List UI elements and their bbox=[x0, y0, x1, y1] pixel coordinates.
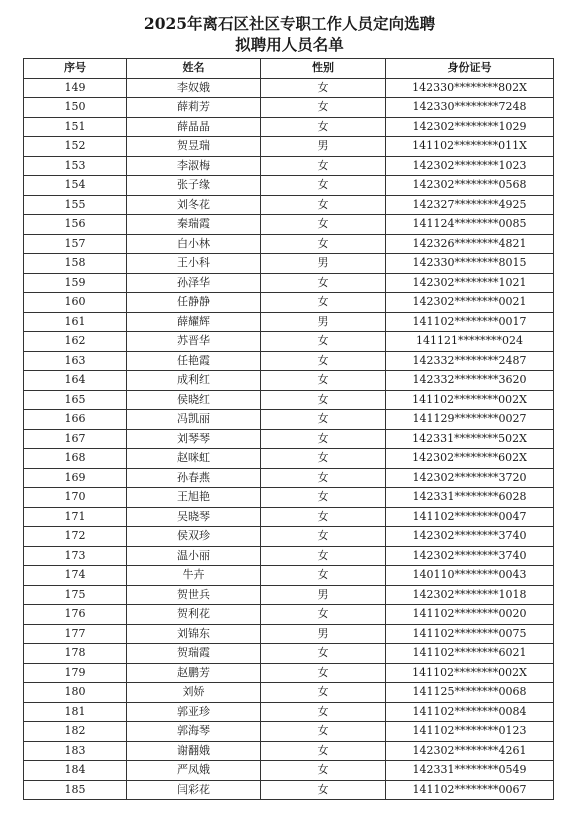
table-row bbox=[24, 215, 554, 235]
row-gender-cell: 女 bbox=[261, 605, 386, 625]
row-id-number-cell: 142330********802X bbox=[386, 78, 554, 98]
row-gender-cell: 女 bbox=[261, 273, 386, 293]
row-number-cell: 163 bbox=[24, 351, 127, 371]
row-name-cell: 侯晓红 bbox=[127, 390, 261, 410]
table-row bbox=[24, 234, 554, 254]
row-id-number-cell: 141124********0085 bbox=[386, 215, 554, 235]
row-name-cell: 成利红 bbox=[127, 371, 261, 391]
row-id-number-cell: 142302********0568 bbox=[386, 176, 554, 196]
row-name-cell: 白小林 bbox=[127, 234, 261, 254]
row-name-cell: 贺世兵 bbox=[127, 585, 261, 605]
row-number-cell: 169 bbox=[24, 468, 127, 488]
row-id-number-cell: 141102********0017 bbox=[386, 312, 554, 332]
row-gender-cell: 女 bbox=[261, 449, 386, 469]
row-id-number-cell: 142302********3720 bbox=[386, 468, 554, 488]
row-number-cell: 150 bbox=[24, 98, 127, 118]
personnel-table bbox=[23, 58, 554, 800]
row-number-cell: 156 bbox=[24, 215, 127, 235]
row-number-cell: 160 bbox=[24, 293, 127, 313]
row-number-cell: 154 bbox=[24, 176, 127, 196]
row-name-cell: 薛耀辉 bbox=[127, 312, 261, 332]
table-row bbox=[24, 683, 554, 703]
table-row bbox=[24, 546, 554, 566]
row-gender-cell: 女 bbox=[261, 98, 386, 118]
document-title: 2025年离石区社区专职工作人员定向选聘 bbox=[143, 14, 436, 33]
table-row bbox=[24, 702, 554, 722]
row-id-number-cell: 142302********0021 bbox=[386, 293, 554, 313]
row-name-cell: 赵咪虹 bbox=[127, 449, 261, 469]
row-id-number-cell: 141102********002X bbox=[386, 663, 554, 683]
header-number: 序号 bbox=[24, 59, 127, 79]
table-body bbox=[24, 78, 554, 800]
row-name-cell: 郭亚珍 bbox=[127, 702, 261, 722]
row-name-cell: 刘琴琴 bbox=[127, 429, 261, 449]
row-name-cell: 严凤娥 bbox=[127, 761, 261, 781]
row-number-cell: 173 bbox=[24, 546, 127, 566]
row-gender-cell: 女 bbox=[261, 683, 386, 703]
row-name-cell: 温小丽 bbox=[127, 546, 261, 566]
row-number-cell: 181 bbox=[24, 702, 127, 722]
row-gender-cell: 女 bbox=[261, 410, 386, 430]
row-number-cell: 162 bbox=[24, 332, 127, 352]
row-name-cell: 谢翻娥 bbox=[127, 741, 261, 761]
row-number-cell: 168 bbox=[24, 449, 127, 469]
row-gender-cell: 女 bbox=[261, 195, 386, 215]
row-gender-cell: 女 bbox=[261, 488, 386, 508]
row-number-cell: 155 bbox=[24, 195, 127, 215]
row-gender-cell: 女 bbox=[261, 546, 386, 566]
table-row bbox=[24, 644, 554, 664]
row-id-number-cell: 142302********3740 bbox=[386, 546, 554, 566]
row-number-cell: 158 bbox=[24, 254, 127, 274]
row-id-number-cell: 142302********3740 bbox=[386, 527, 554, 547]
row-gender-cell: 女 bbox=[261, 215, 386, 235]
row-gender-cell: 女 bbox=[261, 78, 386, 98]
row-name-cell: 吴晓琴 bbox=[127, 507, 261, 527]
table-row bbox=[24, 566, 554, 586]
row-name-cell: 闫彩花 bbox=[127, 780, 261, 800]
table-row bbox=[24, 488, 554, 508]
row-number-cell: 157 bbox=[24, 234, 127, 254]
table-row bbox=[24, 117, 554, 137]
row-name-cell: 赵鹏芳 bbox=[127, 663, 261, 683]
row-id-number-cell: 142302********4261 bbox=[386, 741, 554, 761]
row-id-number-cell: 142302********602X bbox=[386, 449, 554, 469]
row-id-number-cell: 142332********3620 bbox=[386, 371, 554, 391]
row-gender-cell: 女 bbox=[261, 117, 386, 137]
row-name-cell: 王旭艳 bbox=[127, 488, 261, 508]
table-row bbox=[24, 254, 554, 274]
row-id-number-cell: 141121********024 bbox=[386, 332, 554, 352]
row-id-number-cell: 142331********6028 bbox=[386, 488, 554, 508]
table-row bbox=[24, 312, 554, 332]
row-id-number-cell: 142327********4925 bbox=[386, 195, 554, 215]
row-name-cell: 侯双珍 bbox=[127, 527, 261, 547]
row-number-cell: 179 bbox=[24, 663, 127, 683]
row-gender-cell: 女 bbox=[261, 507, 386, 527]
row-gender-cell: 女 bbox=[261, 351, 386, 371]
row-name-cell: 刘娇 bbox=[127, 683, 261, 703]
table-row bbox=[24, 507, 554, 527]
row-id-number-cell: 142302********1029 bbox=[386, 117, 554, 137]
row-id-number-cell: 142330********8015 bbox=[386, 254, 554, 274]
header-id-number: 身份证号 bbox=[386, 59, 554, 79]
row-number-cell: 177 bbox=[24, 624, 127, 644]
row-number-cell: 184 bbox=[24, 761, 127, 781]
table-row bbox=[24, 390, 554, 410]
header-name: 姓名 bbox=[127, 59, 261, 79]
table-row bbox=[24, 176, 554, 196]
row-gender-cell: 女 bbox=[261, 644, 386, 664]
document-subtitle: 拟聘用人员名单 bbox=[235, 35, 344, 54]
row-name-cell: 薛莉芳 bbox=[127, 98, 261, 118]
row-gender-cell: 男 bbox=[261, 254, 386, 274]
table-row bbox=[24, 722, 554, 742]
row-id-number-cell: 142331********0549 bbox=[386, 761, 554, 781]
table-header-row bbox=[24, 59, 554, 79]
row-gender-cell: 女 bbox=[261, 176, 386, 196]
table-row bbox=[24, 78, 554, 98]
row-number-cell: 152 bbox=[24, 137, 127, 157]
row-name-cell: 秦瑞霞 bbox=[127, 215, 261, 235]
row-id-number-cell: 140110********0043 bbox=[386, 566, 554, 586]
row-id-number-cell: 142331********502X bbox=[386, 429, 554, 449]
row-name-cell: 刘锦东 bbox=[127, 624, 261, 644]
row-number-cell: 159 bbox=[24, 273, 127, 293]
row-gender-cell: 女 bbox=[261, 702, 386, 722]
table-row bbox=[24, 273, 554, 293]
row-number-cell: 175 bbox=[24, 585, 127, 605]
row-number-cell: 153 bbox=[24, 156, 127, 176]
row-name-cell: 牛卉 bbox=[127, 566, 261, 586]
row-gender-cell: 女 bbox=[261, 332, 386, 352]
row-name-cell: 贺瑞霞 bbox=[127, 644, 261, 664]
row-gender-cell: 女 bbox=[261, 741, 386, 761]
row-gender-cell: 女 bbox=[261, 761, 386, 781]
table-row bbox=[24, 429, 554, 449]
row-name-cell: 冯凯丽 bbox=[127, 410, 261, 430]
row-number-cell: 183 bbox=[24, 741, 127, 761]
table-row bbox=[24, 371, 554, 391]
row-id-number-cell: 141125********0068 bbox=[386, 683, 554, 703]
table-row bbox=[24, 293, 554, 313]
table-row bbox=[24, 351, 554, 371]
row-gender-cell: 女 bbox=[261, 234, 386, 254]
row-gender-cell: 男 bbox=[261, 624, 386, 644]
table-row bbox=[24, 741, 554, 761]
row-id-number-cell: 142302********1021 bbox=[386, 273, 554, 293]
row-id-number-cell: 141102********0084 bbox=[386, 702, 554, 722]
table-row bbox=[24, 780, 554, 800]
row-name-cell: 李淑梅 bbox=[127, 156, 261, 176]
row-number-cell: 178 bbox=[24, 644, 127, 664]
table-row bbox=[24, 410, 554, 430]
row-name-cell: 郭海琴 bbox=[127, 722, 261, 742]
row-number-cell: 171 bbox=[24, 507, 127, 527]
row-number-cell: 174 bbox=[24, 566, 127, 586]
row-number-cell: 164 bbox=[24, 371, 127, 391]
row-gender-cell: 女 bbox=[261, 429, 386, 449]
row-number-cell: 185 bbox=[24, 780, 127, 800]
row-number-cell: 172 bbox=[24, 527, 127, 547]
row-id-number-cell: 141102********002X bbox=[386, 390, 554, 410]
table-row bbox=[24, 332, 554, 352]
row-number-cell: 167 bbox=[24, 429, 127, 449]
row-number-cell: 176 bbox=[24, 605, 127, 625]
row-number-cell: 170 bbox=[24, 488, 127, 508]
row-number-cell: 149 bbox=[24, 78, 127, 98]
table-row bbox=[24, 195, 554, 215]
row-gender-cell: 女 bbox=[261, 293, 386, 313]
row-gender-cell: 女 bbox=[261, 390, 386, 410]
row-id-number-cell: 141129********0027 bbox=[386, 410, 554, 430]
table-row bbox=[24, 137, 554, 157]
row-name-cell: 刘冬花 bbox=[127, 195, 261, 215]
table-row bbox=[24, 663, 554, 683]
row-id-number-cell: 142326********4821 bbox=[386, 234, 554, 254]
row-id-number-cell: 142302********1018 bbox=[386, 585, 554, 605]
row-id-number-cell: 141102********0047 bbox=[386, 507, 554, 527]
row-id-number-cell: 141102********0067 bbox=[386, 780, 554, 800]
row-id-number-cell: 141102********0123 bbox=[386, 722, 554, 742]
row-name-cell: 贺利花 bbox=[127, 605, 261, 625]
row-number-cell: 180 bbox=[24, 683, 127, 703]
header-gender: 性别 bbox=[261, 59, 386, 79]
row-id-number-cell: 141102********0020 bbox=[386, 605, 554, 625]
row-id-number-cell: 142332********2487 bbox=[386, 351, 554, 371]
row-gender-cell: 男 bbox=[261, 312, 386, 332]
row-gender-cell: 女 bbox=[261, 371, 386, 391]
table-row bbox=[24, 585, 554, 605]
row-name-cell: 薛晶晶 bbox=[127, 117, 261, 137]
row-gender-cell: 男 bbox=[261, 585, 386, 605]
table-row bbox=[24, 527, 554, 547]
row-gender-cell: 女 bbox=[261, 527, 386, 547]
row-id-number-cell: 142302********1023 bbox=[386, 156, 554, 176]
row-name-cell: 孙春燕 bbox=[127, 468, 261, 488]
row-name-cell: 贺昱瑞 bbox=[127, 137, 261, 157]
table-row bbox=[24, 624, 554, 644]
row-name-cell: 张子缘 bbox=[127, 176, 261, 196]
row-id-number-cell: 141102********011X bbox=[386, 137, 554, 157]
row-name-cell: 李奴娥 bbox=[127, 78, 261, 98]
row-gender-cell: 女 bbox=[261, 156, 386, 176]
row-name-cell: 任静静 bbox=[127, 293, 261, 313]
row-number-cell: 165 bbox=[24, 390, 127, 410]
row-number-cell: 182 bbox=[24, 722, 127, 742]
table-row bbox=[24, 468, 554, 488]
row-number-cell: 161 bbox=[24, 312, 127, 332]
table-row bbox=[24, 98, 554, 118]
row-gender-cell: 女 bbox=[261, 780, 386, 800]
row-gender-cell: 女 bbox=[261, 566, 386, 586]
table-row bbox=[24, 761, 554, 781]
row-name-cell: 苏晋华 bbox=[127, 332, 261, 352]
row-id-number-cell: 141102********6021 bbox=[386, 644, 554, 664]
row-number-cell: 166 bbox=[24, 410, 127, 430]
row-number-cell: 151 bbox=[24, 117, 127, 137]
row-name-cell: 孙泽华 bbox=[127, 273, 261, 293]
row-gender-cell: 女 bbox=[261, 468, 386, 488]
row-name-cell: 王小科 bbox=[127, 254, 261, 274]
row-id-number-cell: 142330********7248 bbox=[386, 98, 554, 118]
row-gender-cell: 男 bbox=[261, 137, 386, 157]
row-name-cell: 任艳霞 bbox=[127, 351, 261, 371]
row-gender-cell: 女 bbox=[261, 663, 386, 683]
row-gender-cell: 女 bbox=[261, 722, 386, 742]
table-row bbox=[24, 156, 554, 176]
row-id-number-cell: 141102********0075 bbox=[386, 624, 554, 644]
table-row bbox=[24, 449, 554, 469]
table-row bbox=[24, 605, 554, 625]
